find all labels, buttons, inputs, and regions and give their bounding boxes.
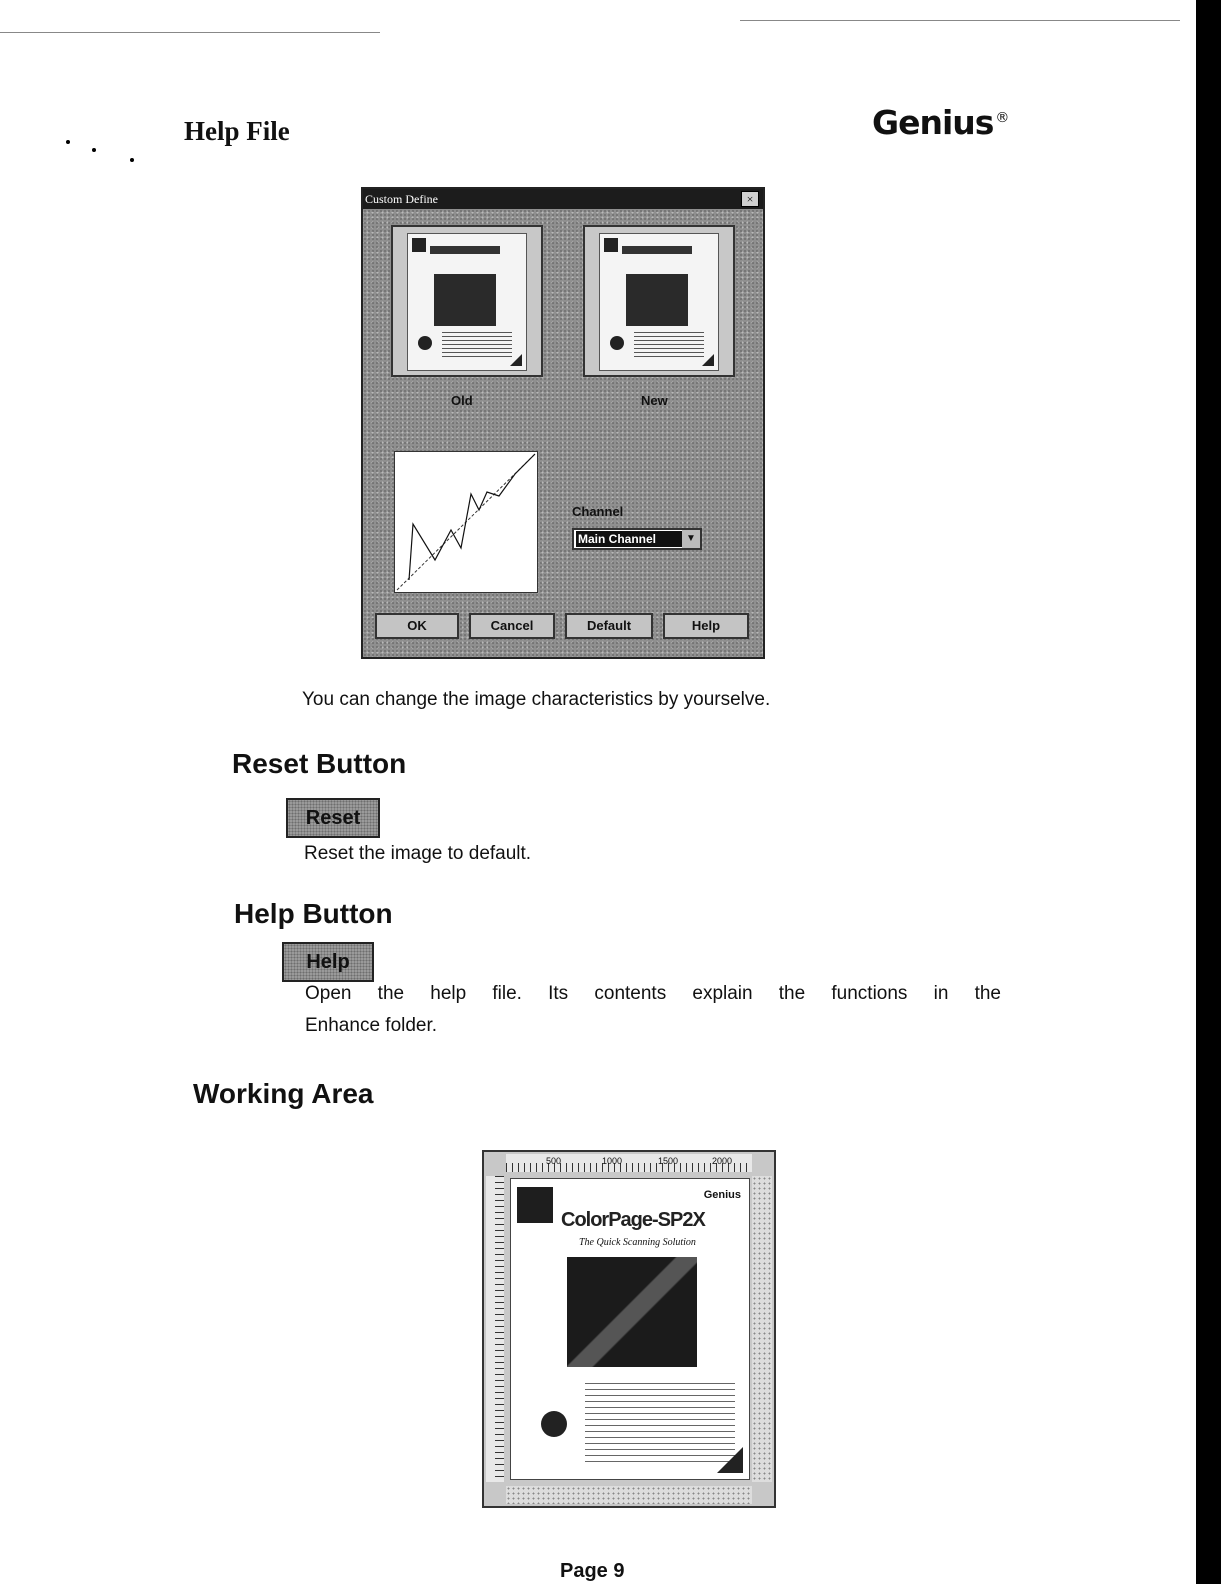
page-body-text (585, 1383, 735, 1465)
curve-line (409, 454, 535, 580)
preview-new-label: New (641, 393, 668, 408)
help-button[interactable]: Help (663, 613, 749, 639)
vertical-scrollbar[interactable] (752, 1176, 772, 1482)
working-area-heading: Working Area (193, 1078, 374, 1109)
preview-old-label: Old (451, 393, 473, 408)
scanned-page[interactable] (510, 1178, 750, 1480)
seal-icon (541, 1411, 567, 1437)
close-icon[interactable]: × (741, 191, 759, 207)
help-sample-button[interactable]: Help (282, 942, 374, 982)
cancel-button[interactable]: Cancel (469, 613, 555, 639)
working-area-screenshot (482, 1150, 776, 1508)
scanner-photo (567, 1257, 697, 1367)
ok-button[interactable]: OK (375, 613, 459, 639)
dialog-title: Custom Define (365, 192, 438, 206)
horizontal-scrollbar[interactable] (506, 1486, 752, 1504)
scan-line (740, 20, 1180, 21)
ruler-label: 500 (546, 1156, 562, 1166)
brand-logo-text: Genius (872, 103, 994, 142)
tone-curve-graph (395, 452, 537, 592)
channel-label: Channel (572, 504, 624, 519)
channel-select[interactable] (572, 528, 702, 550)
preview-thumbnail (407, 233, 527, 371)
help-description-line2: Enhance folder. (305, 1015, 438, 1036)
page-logo: Genius (703, 1189, 741, 1201)
page-title: Help File (184, 116, 290, 146)
default-button[interactable]: Default (565, 613, 653, 639)
dialog-titlebar (363, 189, 763, 209)
ruler-label: 1000 (602, 1156, 623, 1166)
scan-speck (130, 158, 134, 162)
scan-line (0, 32, 380, 33)
help-description-line1: Open the help file. Its contents explain the functions in the (305, 983, 1001, 1004)
reset-description: Reset the image to default. (304, 843, 532, 864)
preview-thumbnail (599, 233, 719, 371)
vertical-ruler (486, 1176, 504, 1482)
page-square (517, 1187, 553, 1223)
preview-new (583, 225, 735, 377)
ruler-label: 1500 (658, 1156, 679, 1166)
chevron-down-icon[interactable]: ▼ (682, 530, 700, 548)
dialog-caption: You can change the image characteristics by yourselve. (302, 689, 771, 710)
ruler-label: 2000 (712, 1156, 733, 1166)
brand-logo (872, 103, 1008, 142)
corner-triangle (717, 1447, 743, 1473)
help-heading: Help Button (234, 898, 393, 929)
tone-curve-editor[interactable] (394, 451, 538, 593)
scan-speck (92, 148, 96, 152)
page-number: Page 9 (560, 1560, 625, 1582)
channel-select-value: Main Channel (576, 531, 682, 547)
horizontal-ruler (506, 1154, 752, 1172)
page-product-title: ColorPage-SP2X (561, 1209, 705, 1231)
scan-edge-bar (1196, 0, 1221, 1584)
reset-heading: Reset Button (232, 748, 407, 779)
scan-speck (66, 140, 70, 144)
custom-define-dialog (361, 187, 765, 659)
registered-mark: ® (995, 110, 1009, 126)
preview-old (391, 225, 543, 377)
reset-button[interactable]: Reset (286, 798, 380, 838)
page-subtitle: The Quick Scanning Solution (579, 1237, 696, 1248)
